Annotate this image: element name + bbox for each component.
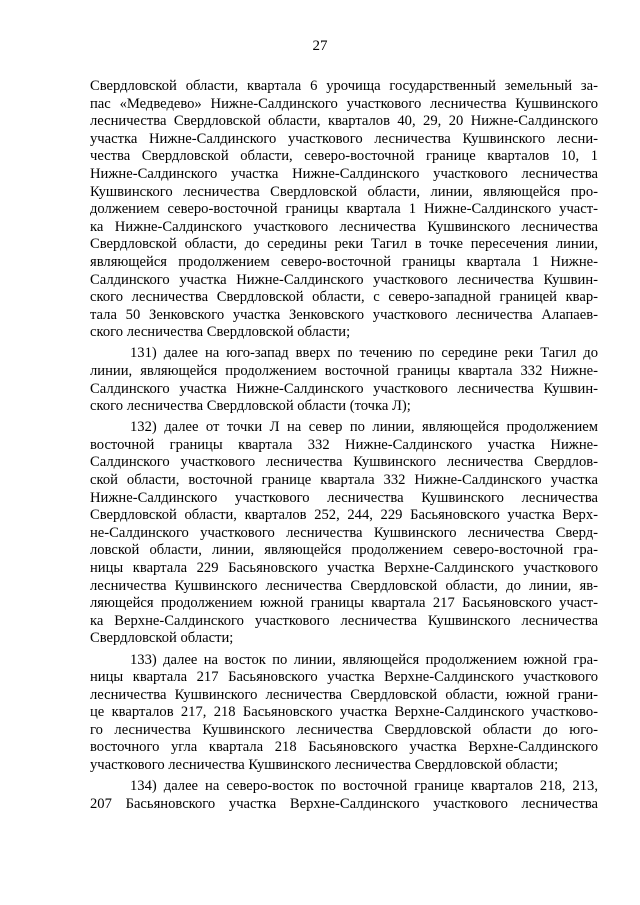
text-line: Свердловской области, кварталов 252, 244, 229 Басьяновского участка Верх- [90,507,598,524]
text-line: тала 50 Зенковского участка Зенковского участкового лесничества Алапаев- [90,306,598,323]
text-line: Салдинского участка Нижне-Салдинского участкового лесничества Кушвин- [90,380,598,397]
text-line: пас «Медведево» Нижне-Салдинского участкового лесничества Кушвинского [90,95,598,112]
text-line: ского лесничества Свердловской области; [90,324,351,341]
text-line: ка Нижне-Салдинского участкового лесничества Кушвинского лесничества [90,218,598,235]
text-line: лесничества Свердловской области, кварталов 40, 29, 20 Нижне-Салдинского [90,113,598,130]
paragraph [90,78,598,342]
text-line: ницы квартала 217 Басьяновского участка Верхне-Салдинского участкового [90,669,598,686]
paragraph [90,419,598,648]
text-line: Салдинского участка Нижне-Салдинского участкового лесничества Кушвин- [90,271,598,288]
text-line: 133) далее на восток по линии, являющейся продолжением южной гра- [130,651,598,668]
text-line: лесничества Кушвинского лесничества Свердловской области, южной грани- [90,686,598,703]
text-line: Кушвинского лесничества Свердловской области, линии, являющейся про- [90,183,598,200]
text-line: лесничества Кушвинского лесничества Свердловской области, до линии, яв- [90,577,598,594]
text-line: 207 Басьяновского участка Верхне-Салдинского участкового лесничества [90,795,598,812]
text-line: го лесничества Кушвинского лесничества Свердловской области до юго- [90,721,598,738]
text-line: Нижне-Салдинского участка Нижне-Салдинского участкового лесничества [90,165,598,182]
paragraph [90,345,598,415]
text-line: 131) далее на юго-запад вверх по течению по середине реки Тагил до [130,345,598,362]
text-line: участкового лесничества Кушвинского лесничества Свердловской области; [90,757,559,774]
text-line: 134) далее на северо-восток по восточной границе кварталов 218, 213, [130,778,598,795]
text-line: чества Свердловской области, северо-восточной границе кварталов 10, 1 [90,148,598,165]
text-line: ской области, восточной границе квартала 332 Нижне-Салдинского участка [90,472,598,489]
body-text [90,78,598,817]
text-line: участка Нижне-Салдинского участкового лесничества Кушвинского лесни- [90,130,598,147]
text-line: восточного угла квартала 218 Басьяновского участка Верхне-Салдинского [90,739,598,756]
page-number: 27 [312,38,328,54]
text-line: Свердловской области; [90,630,234,647]
text-line: ского лесничества Свердловской области (точка Л); [90,398,411,415]
text-line: не-Салдинского участкового лесничества Кушвинского лесничества Сверд- [90,524,598,541]
text-line: должением северо-восточной границы квартала 1 Нижне-Салдинского участ- [90,201,598,218]
text-line: Свердловской области, квартала 6 урочища государственный земельный за- [90,78,598,94]
text-line: являющейся продолжением северо-восточной границы квартала 1 Нижне- [90,253,598,270]
text-line: ляющейся продолжением южной границы квартала 217 Басьяновского участ- [90,595,598,612]
text-line: Нижне-Салдинского участкового лесничества Кушвинского лесничества [90,489,598,506]
text-line: ка Верхне-Салдинского участкового лесничества Кушвинского лесничества [90,612,598,629]
text-line: Свердловской области, до середины реки Тагил в точке пересечения линии, [90,236,598,253]
text-line: восточной границы квартала 332 Нижне-Салдинского участка Нижне- [90,436,598,453]
text-line: Салдинского участкового лесничества Кушвинского лесничества Свердлов- [90,454,598,471]
text-line: ловской области, линии, являющейся продолжением северо-восточной гра- [90,542,598,559]
paragraph [90,778,598,813]
paragraph [90,652,598,775]
text-line: 132) далее от точки Л на север по линии, являющейся продолжением [130,419,598,436]
text-line: ского лесничества Свердловской области, с северо-западной границей квар- [90,289,598,306]
text-line: ницы квартала 229 Басьяновского участка Верхне-Салдинского участкового [90,560,598,577]
text-line: це кварталов 217, 218 Басьяновского участка Верхне-Салдинского участково- [90,704,598,721]
text-line: линии, являющейся продолжением восточной границы квартала 332 Нижне- [90,363,598,379]
